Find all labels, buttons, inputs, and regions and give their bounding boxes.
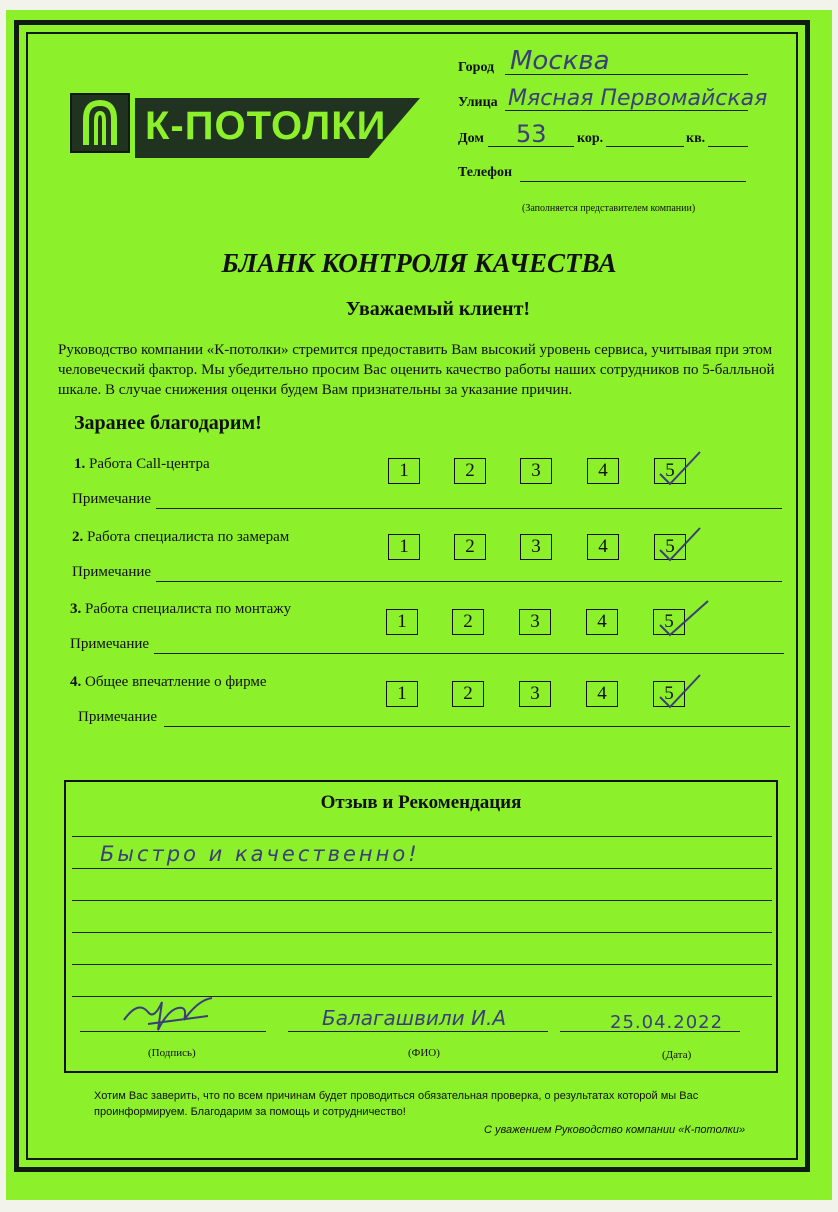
q2-score-2[interactable]: 2 [454,534,486,560]
q2-score-4[interactable]: 4 [587,534,619,560]
q3-score-5-selected[interactable]: 5 [653,609,685,635]
q4-score-3[interactable]: 3 [519,681,551,707]
q2-note-line[interactable] [156,581,782,582]
q4-score-1[interactable]: 1 [386,681,418,707]
date-value: 25.04.2022 [610,1012,724,1033]
assurance-text: Хотим Вас заверить, что по всем причинам будет проводиться обязательная проверка, о результатах которой мы Вас проинформируем. Благодарим за помощь и сотрудничество! [94,1090,699,1118]
q4-note-label: Примечание [78,709,158,725]
q3-score-4[interactable]: 4 [586,609,618,635]
review-text: Быстро и качественно! [100,842,420,866]
apt-label: кв. [686,131,706,146]
thanks-heading: Заранее благодарим! [74,412,262,434]
fio-line[interactable] [288,1031,548,1032]
q4-note-line[interactable] [164,726,790,727]
review-line-5[interactable] [72,964,772,965]
question-3: 3. Работа специалиста по монтажу [70,601,292,617]
q1-score-2[interactable]: 2 [454,458,486,484]
q3-note-label: Примечание [70,636,150,652]
phone-label: Телефон [458,165,513,180]
q1-note-label: Примечание [72,491,152,507]
q1-note-line[interactable] [156,508,782,509]
q3-check-mark-icon [656,597,712,639]
q3-score-3[interactable]: 3 [519,609,551,635]
regards-text: С уважением Руководство компании «К-потолки» [484,1124,746,1136]
building-line [606,146,684,147]
signature-caption: (Подпись) [148,1047,196,1059]
phone-line [520,181,746,182]
house-value: 53 [516,120,547,148]
greeting: Уважаемый клиент! [345,298,531,320]
q1-score-5-selected[interactable]: 5 [654,458,686,484]
q4-score-4[interactable]: 4 [586,681,618,707]
filled-by-note: (Заполняется представителем компании) [522,203,696,214]
q2-check-mark-icon [656,524,704,564]
city-label: Город [458,60,495,75]
fio-caption: (ФИО) [408,1047,440,1059]
building-label: кор. [577,131,604,146]
q3-score-2[interactable]: 2 [452,609,484,635]
review-line-2[interactable] [72,868,772,869]
q1-check-mark-icon [656,448,704,488]
question-4: 4. Общее впечатление о фирме [70,674,267,690]
signature-scribble [118,990,218,1040]
intro-paragraph: Руководство компании «К-потолки» стремится предоставить Вам высокий уровень сервиса, учитывая при этом человеческий фактор. Мы убедительно просим Вас оценить качество работы наших сотрудников по 5-балльной шкале. В случае снижения оценки будем Вам признательны за указание причин. [58,342,775,398]
q1-score-3[interactable]: 3 [520,458,552,484]
logo-text: К-ПОТОЛКИ [145,104,387,148]
city-value: Москва [510,46,610,76]
question-2: 2. Работа специалиста по замерам [72,529,290,545]
logo-arch-icon [70,93,130,153]
q4-score-2[interactable]: 2 [452,681,484,707]
street-value: Мясная Первомайская [508,86,768,111]
question-1: 1. Работа Call-центра [74,456,210,472]
q1-score-1[interactable]: 1 [388,458,420,484]
q4-score-5-selected[interactable]: 5 [653,681,685,707]
review-line-1[interactable] [72,836,772,837]
date-caption: (Дата) [662,1049,692,1061]
q2-note-label: Примечание [72,564,152,580]
fio-value: Балагашвили И.А [322,1006,507,1030]
review-title: Отзыв и Рекомендация [320,792,522,813]
q2-score-1[interactable]: 1 [388,534,420,560]
review-line-3[interactable] [72,900,772,901]
review-line-4[interactable] [72,932,772,933]
q2-score-5-selected[interactable]: 5 [654,534,686,560]
street-label: Улица [458,95,498,110]
q4-check-mark-icon [656,671,704,711]
house-label: Дом [458,131,484,146]
q1-score-4[interactable]: 4 [587,458,619,484]
form-title: БЛАНК КОНТРОЛЯ КАЧЕСТВА [221,248,617,278]
q2-score-3[interactable]: 3 [520,534,552,560]
apt-line [708,146,748,147]
q3-note-line[interactable] [154,653,784,654]
q3-score-1[interactable]: 1 [386,609,418,635]
